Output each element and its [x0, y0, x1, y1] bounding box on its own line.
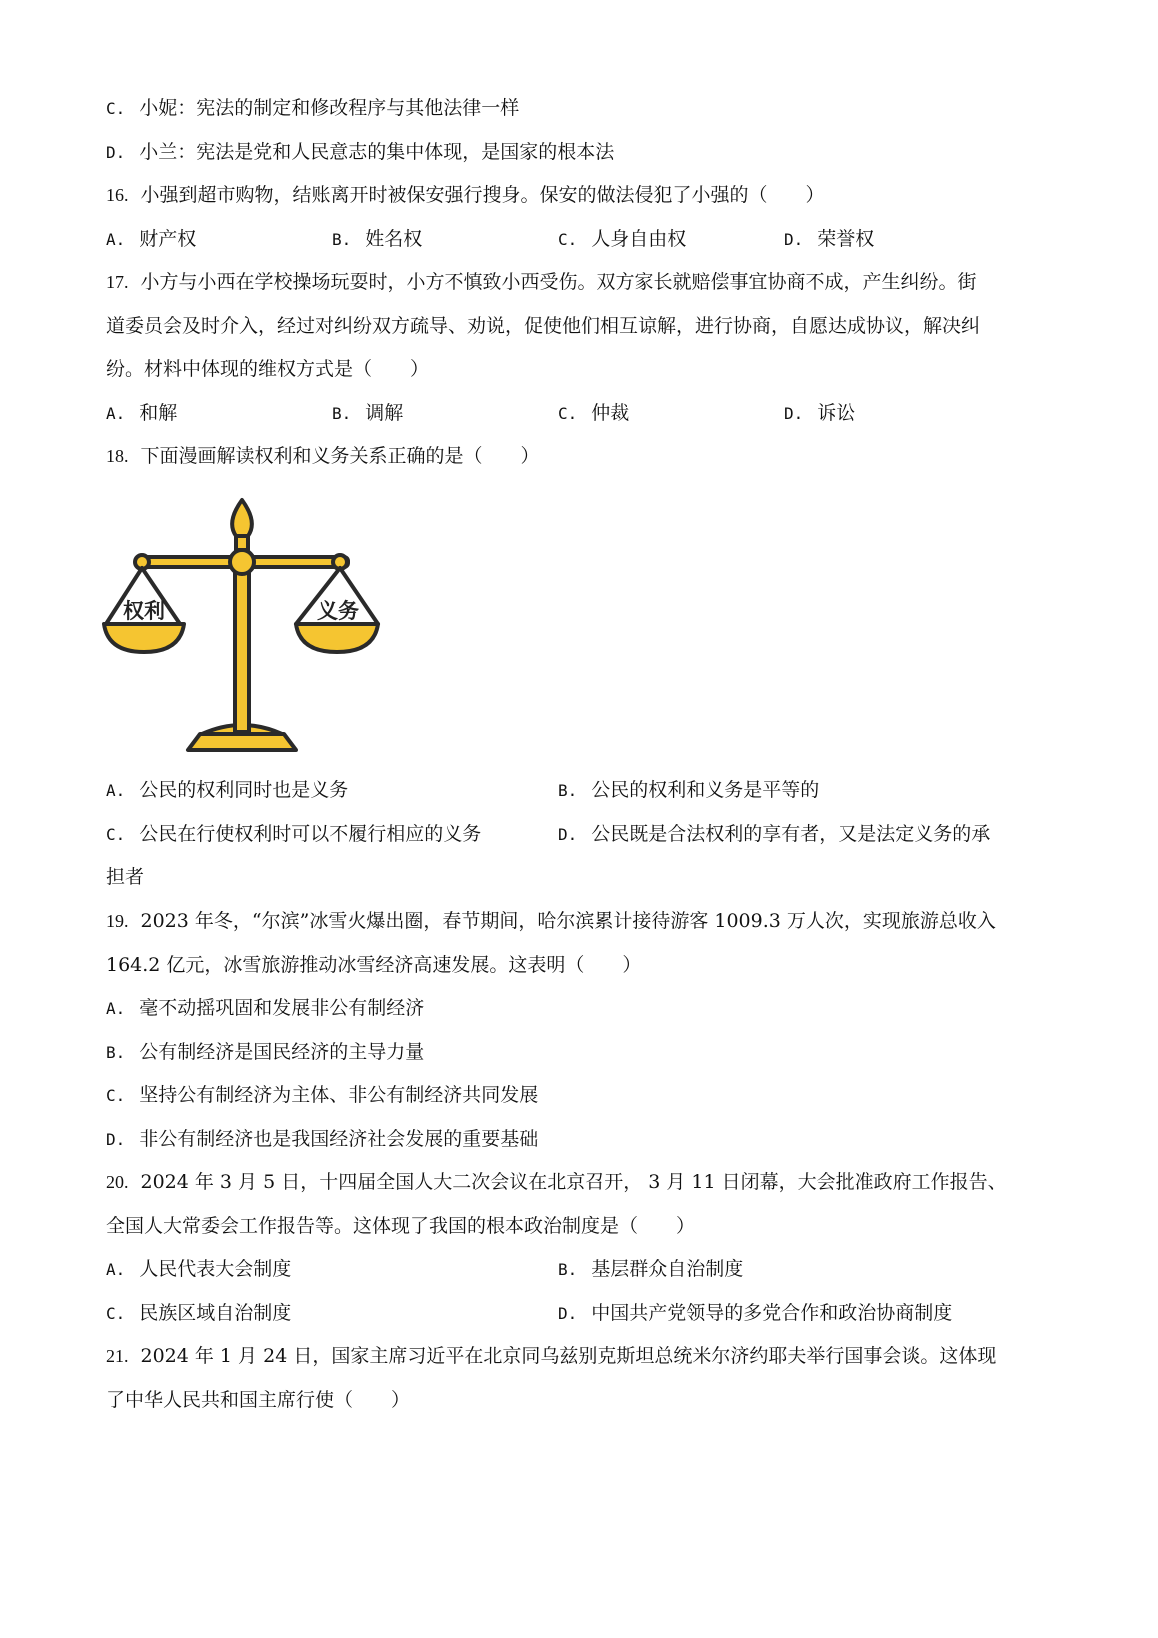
- option-letter: B.: [558, 1260, 578, 1279]
- option-text: 坚持公有制经济为主体、非公有制经济共同发展: [139, 1084, 539, 1106]
- q20-option-d: [558, 1302, 952, 1325]
- scale-pole: [235, 554, 249, 732]
- q19-stem-line1: [106, 910, 996, 932]
- option-letter: D.: [784, 230, 804, 249]
- scale-right-pan: [296, 624, 378, 652]
- option-text: 小妮：宪法的制定和修改程序与其他法律一样: [139, 97, 520, 119]
- scale-pivot: [230, 550, 254, 574]
- option-letter: C.: [558, 230, 578, 249]
- question-text: 2024 年 3 月 5 日，十四届全国人大二次会议在北京召开， 3 月 11 日闭幕，大会批准政府工作报告、: [140, 1171, 1007, 1193]
- option-text: 非公有制经济也是我国经济社会发展的重要基础: [139, 1128, 539, 1150]
- q21-stem-line2: 了中华人民共和国主席行使（ ）: [106, 1389, 411, 1411]
- q20-stem-line1: [106, 1171, 1007, 1193]
- q18-option-c: [106, 823, 481, 846]
- scale-right-label: 义务: [317, 599, 359, 623]
- question-number: 18.: [106, 446, 129, 466]
- question-number: 19.: [106, 911, 129, 931]
- q17-stem-line2: 道委员会及时介入，经过对纠纷双方疏导、劝说，促使他们相互谅解，进行协商，自愿达成协议，解决纠: [106, 315, 981, 337]
- question-number: 17.: [106, 272, 129, 292]
- option-text: 公民的权利和义务是平等的: [591, 779, 820, 801]
- q21-stem-line1: [106, 1345, 996, 1367]
- q16-option-a: [106, 228, 196, 251]
- option-text: 人民代表大会制度: [139, 1258, 292, 1280]
- option-letter: D.: [106, 1130, 126, 1149]
- option-letter: C.: [106, 1086, 126, 1105]
- q15-option-d: [106, 141, 614, 164]
- option-text: 小兰：宪法是党和人民意志的集中体现，是国家的根本法: [139, 141, 615, 163]
- option-letter: D.: [784, 404, 804, 423]
- question-text: 2024 年 1 月 24 日，国家主席习近平在北京同乌兹别克斯坦总统米尔济约耶夫举行国事会谈。这体现: [140, 1345, 997, 1367]
- q19-option-d: [106, 1128, 538, 1151]
- q15-option-c: [106, 97, 519, 120]
- option-text: 调解: [365, 402, 404, 424]
- q19-option-a: [106, 997, 424, 1020]
- option-text: 公民既是合法权利的享有者，又是法定义务的承: [591, 823, 991, 845]
- option-letter: D.: [558, 825, 578, 844]
- option-letter: D.: [558, 1304, 578, 1323]
- q17-stem-line3: 纷。材料中体现的维权方式是（ ）: [106, 358, 430, 380]
- option-text: 人身自由权: [591, 228, 687, 250]
- option-text: 中国共产党领导的多党合作和政治协商制度: [591, 1302, 953, 1324]
- q16-option-c: [558, 228, 686, 251]
- question-number: 16.: [106, 185, 129, 205]
- option-text: 荣誉权: [817, 228, 875, 250]
- q18-option-d-continuation: 担者: [106, 866, 145, 888]
- option-letter: B.: [332, 230, 352, 249]
- option-text: 毫不动摇巩固和发展非公有制经济: [139, 997, 425, 1019]
- option-text: 公民在行使权利时可以不履行相应的义务: [139, 823, 482, 845]
- scale-left-pan: [104, 624, 184, 652]
- balance-scale-illustration: [102, 494, 382, 756]
- q16-option-b: [332, 228, 422, 251]
- q19-option-c: [106, 1084, 538, 1107]
- q17-option-a: [106, 402, 177, 425]
- q20-option-b: [558, 1258, 743, 1281]
- scale-left-label: 权利: [123, 599, 165, 623]
- option-letter: C.: [106, 99, 126, 118]
- question-number: 21.: [106, 1346, 129, 1366]
- option-text: 公民的权利同时也是义务: [139, 779, 349, 801]
- option-letter: A.: [106, 404, 126, 423]
- q20-stem-line2: 全国人大常委会工作报告等。这体现了我国的根本政治制度是（ ）: [106, 1215, 696, 1237]
- q16-option-d: [784, 228, 874, 251]
- option-letter: A.: [106, 1260, 126, 1279]
- scale-base: [188, 734, 296, 750]
- question-text: 2023 年冬，“尔滨”冰雪火爆出圈，春节期间，哈尔滨累计接待游客 1009.3 万人次，实现旅游总收入: [140, 910, 996, 932]
- q17-option-d: [784, 402, 855, 425]
- scale-finial-neck: [236, 536, 248, 550]
- q17-option-b: [332, 402, 403, 425]
- option-text: 民族区域自治制度: [139, 1302, 292, 1324]
- q19-option-b: [106, 1041, 424, 1064]
- q17-option-c: [558, 402, 629, 425]
- option-letter: C.: [558, 404, 578, 423]
- option-text: 基层群众自治制度: [591, 1258, 744, 1280]
- q18-option-a: [106, 779, 348, 802]
- q18-stem: [106, 445, 540, 467]
- option-letter: A.: [106, 230, 126, 249]
- option-letter: A.: [106, 781, 126, 800]
- q19-stem-line2: 164.2 亿元，冰雪旅游推动冰雪经济高速发展。这表明（ ）: [106, 954, 642, 976]
- scale-finial: [232, 500, 252, 536]
- option-text: 姓名权: [365, 228, 423, 250]
- option-letter: B.: [558, 781, 578, 800]
- q18-option-b: [558, 779, 819, 802]
- option-letter: B.: [332, 404, 352, 423]
- q20-option-c: [106, 1302, 291, 1325]
- question-text: 下面漫画解读权利和义务关系正确的是（ ）: [140, 445, 540, 467]
- q18-option-d: [558, 823, 990, 846]
- option-letter: C.: [106, 1304, 126, 1323]
- option-letter: A.: [106, 999, 126, 1018]
- option-letter: B.: [106, 1043, 126, 1062]
- option-letter: C.: [106, 825, 126, 844]
- option-text: 诉讼: [817, 402, 856, 424]
- q20-option-a: [106, 1258, 291, 1281]
- option-text: 公有制经济是国民经济的主导力量: [139, 1041, 425, 1063]
- question-text: 小方与小西在学校操场玩耍时，小方不慎致小西受伤。双方家长就赔偿事宜协商不成，产生纠纷。街: [140, 271, 977, 293]
- option-letter: D.: [106, 143, 126, 162]
- question-number: 20.: [106, 1172, 129, 1192]
- q17-stem-line1: [106, 271, 977, 293]
- q16-stem: [106, 184, 825, 206]
- option-text: 和解: [139, 402, 178, 424]
- question-text: 小强到超市购物，结账离开时被保安强行搜身。保安的做法侵犯了小强的（ ）: [140, 184, 825, 206]
- option-text: 财产权: [139, 228, 197, 250]
- option-text: 仲裁: [591, 402, 630, 424]
